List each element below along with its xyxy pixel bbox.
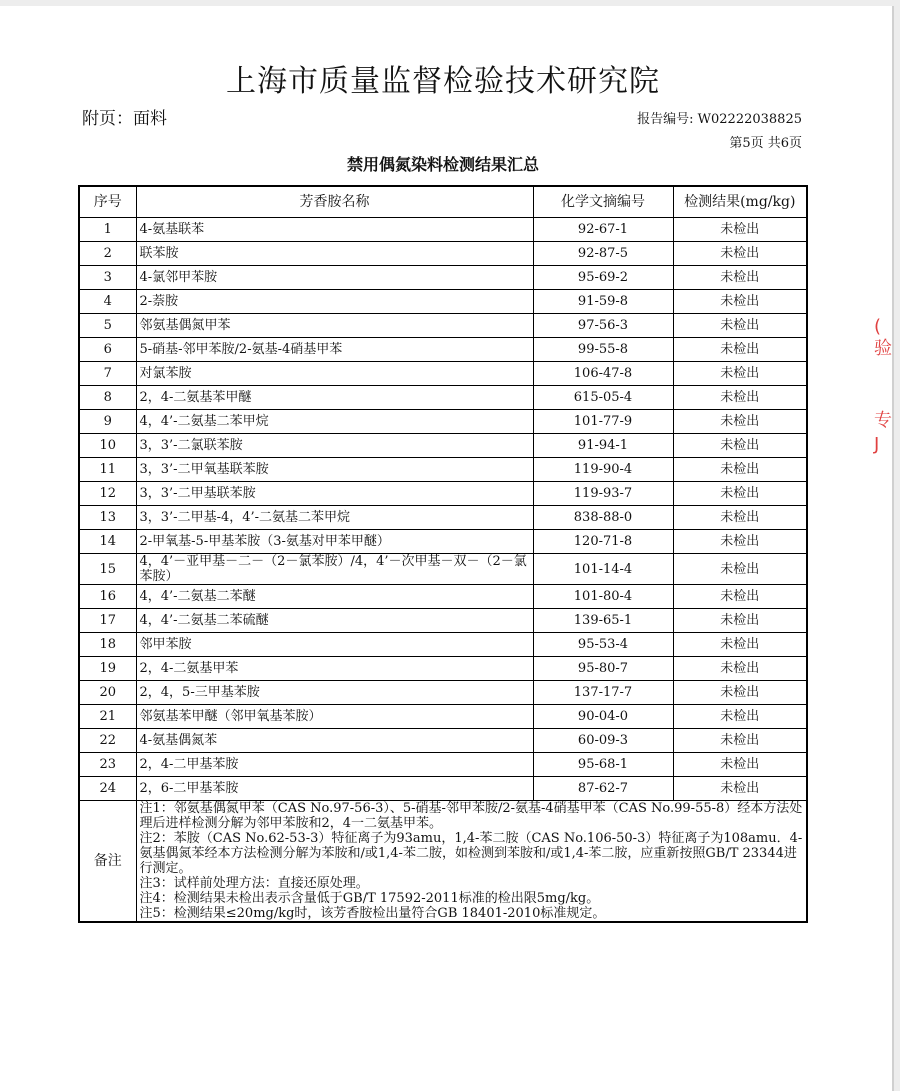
table-row <box>79 705 807 729</box>
row-index: 22 <box>79 729 136 753</box>
row-index: 1 <box>79 218 136 242</box>
amine-name: 联苯胺 <box>136 242 533 266</box>
cas-number: 95-80-7 <box>533 657 673 681</box>
test-result: 未检出 <box>673 729 807 753</box>
cas-number: 95-69-2 <box>533 266 673 290</box>
row-index: 20 <box>79 681 136 705</box>
row-index: 7 <box>79 362 136 386</box>
row-index: 6 <box>79 338 136 362</box>
cas-number: 139-65-1 <box>533 609 673 633</box>
cas-number: 119-93-7 <box>533 482 673 506</box>
cas-number: 101-77-9 <box>533 410 673 434</box>
seal-stamp-fragment: 专 <box>874 410 892 431</box>
institute-title: 上海市质量监督检验技术研究院 <box>226 64 660 99</box>
row-index: 11 <box>79 458 136 482</box>
note-3: 注3：试样前处理方法：直接还原处理。 <box>139 876 369 891</box>
row-index: 2 <box>79 242 136 266</box>
test-result: 未检出 <box>673 314 807 338</box>
test-result: 未检出 <box>673 506 807 530</box>
table-row <box>79 753 807 777</box>
cas-number: 91-94-1 <box>533 434 673 458</box>
test-result: 未检出 <box>673 338 807 362</box>
row-index: 10 <box>79 434 136 458</box>
row-index: 9 <box>79 410 136 434</box>
cas-number: 615-05-4 <box>533 386 673 410</box>
note-5: 注5：检测结果≤20mg/kg时，该芳香胺检出量符合GB 18401-2010标准规定。 <box>139 906 606 921</box>
amine-name: 2，4，5-三甲基苯胺 <box>136 681 533 705</box>
cas-number: 90-04-0 <box>533 705 673 729</box>
row-index: 8 <box>79 386 136 410</box>
table-row <box>79 338 807 362</box>
cas-number: 120-71-8 <box>533 530 673 554</box>
column-header-index: 序号 <box>79 186 136 218</box>
test-result: 未检出 <box>673 554 807 585</box>
amine-name: 4-氨基联苯 <box>136 218 533 242</box>
seal-stamp-fragment: 验 <box>874 338 892 359</box>
row-index: 4 <box>79 290 136 314</box>
test-result: 未检出 <box>673 585 807 609</box>
cas-number: 91-59-8 <box>533 290 673 314</box>
cas-number: 119-90-4 <box>533 458 673 482</box>
test-result: 未检出 <box>673 705 807 729</box>
table-row <box>79 218 807 242</box>
test-result: 未检出 <box>673 410 807 434</box>
page-indicator: 第5页 共6页 <box>729 136 802 151</box>
test-result: 未检出 <box>673 386 807 410</box>
test-result: 未检出 <box>673 218 807 242</box>
amine-name: 3，3’-二甲基-4，4’-二氨基二苯甲烷 <box>136 506 533 530</box>
cas-number: 92-67-1 <box>533 218 673 242</box>
cas-number: 97-56-3 <box>533 314 673 338</box>
row-index: 15 <box>79 554 136 585</box>
row-index: 19 <box>79 657 136 681</box>
results-table <box>78 185 808 923</box>
test-result: 未检出 <box>673 681 807 705</box>
test-result: 未检出 <box>673 530 807 554</box>
column-header-cas-number: 化学文摘编号 <box>533 186 673 218</box>
test-result: 未检出 <box>673 777 807 801</box>
appendix-label: 附页：面料 <box>82 109 167 129</box>
note-4: 注4：检测结果未检出表示含量低于GB/T 17592-2011标准的检出限5mg/kg。 <box>139 891 600 906</box>
row-index: 12 <box>79 482 136 506</box>
document-page <box>0 6 892 1091</box>
table-row <box>79 314 807 338</box>
cas-number: 95-53-4 <box>533 633 673 657</box>
cas-number: 92-87-5 <box>533 242 673 266</box>
test-result: 未检出 <box>673 434 807 458</box>
amine-name: 2，4-二甲基苯胺 <box>136 753 533 777</box>
amine-name: 邻甲苯胺 <box>136 633 533 657</box>
table-row <box>79 434 807 458</box>
amine-name: 4，4’-二氨基二苯甲烷 <box>136 410 533 434</box>
cas-number: 60-09-3 <box>533 729 673 753</box>
report-number: 报告编号: W02222038825 <box>637 112 802 127</box>
note-2: 注2：苯胺（CAS No.62-53-3）特征离子为93amu，1,4-苯二胺（CAS No.106-50-3）特征离子为108amu．4-氨基偶氮苯经本方法检测分解为苯胺和/或1,4-苯二胺，如检测到苯胺和/或1,4-苯二胺，应重新按照GB/T 23344进行测定。 <box>139 831 803 876</box>
row-index: 16 <box>79 585 136 609</box>
notes-body <box>136 801 807 923</box>
table-row <box>79 729 807 753</box>
table-row <box>79 554 807 585</box>
amine-name: 5-硝基-邻甲苯胺/2-氨基-4硝基甲苯 <box>136 338 533 362</box>
table-row <box>79 657 807 681</box>
amine-name: 2，6-二甲基苯胺 <box>136 777 533 801</box>
table-row <box>79 609 807 633</box>
amine-name: 2，4-二氨基苯甲醚 <box>136 386 533 410</box>
test-result: 未检出 <box>673 753 807 777</box>
notes-row <box>79 801 807 923</box>
row-index: 21 <box>79 705 136 729</box>
table-row <box>79 386 807 410</box>
cas-number: 106-47-8 <box>533 362 673 386</box>
table-row <box>79 633 807 657</box>
amine-name: 3，3’-二甲氧基联苯胺 <box>136 458 533 482</box>
amine-name: 4-氯邻甲苯胺 <box>136 266 533 290</box>
test-result: 未检出 <box>673 609 807 633</box>
test-result: 未检出 <box>673 242 807 266</box>
row-index: 3 <box>79 266 136 290</box>
table-row <box>79 242 807 266</box>
cas-number: 838-88-0 <box>533 506 673 530</box>
cas-number: 87-62-7 <box>533 777 673 801</box>
test-result: 未检出 <box>673 266 807 290</box>
column-header-result: 检测结果(mg/kg) <box>673 186 807 218</box>
test-result: 未检出 <box>673 458 807 482</box>
table-row <box>79 290 807 314</box>
seal-stamp-fragment: J <box>874 434 880 455</box>
amine-name: 2，4-二氨基甲苯 <box>136 657 533 681</box>
row-index: 14 <box>79 530 136 554</box>
amine-name: 4，4’-二氨基二苯硫醚 <box>136 609 533 633</box>
amine-name: 4，4’-二氨基二苯醚 <box>136 585 533 609</box>
amine-name: 邻氨基苯甲醚（邻甲氧基苯胺） <box>136 705 533 729</box>
table-row <box>79 266 807 290</box>
cas-number: 99-55-8 <box>533 338 673 362</box>
cas-number: 137-17-7 <box>533 681 673 705</box>
test-result: 未检出 <box>673 290 807 314</box>
test-result: 未检出 <box>673 633 807 657</box>
table-row <box>79 585 807 609</box>
note-1: 注1：邻氨基偶氮甲苯（CAS No.97-56-3）、5-硝基-邻甲苯胺/2-氨基-4硝基甲苯（CAS No.99-55-8）经本方法处理后进样检测分解为邻甲苯胺和2，4一二氨基甲苯。 <box>139 801 803 831</box>
test-result: 未检出 <box>673 657 807 681</box>
row-index: 17 <box>79 609 136 633</box>
amine-name: 2-萘胺 <box>136 290 533 314</box>
page-edge <box>892 6 894 1091</box>
amine-name: 2-甲氧基-5-甲基苯胺（3-氨基对甲苯甲醚） <box>136 530 533 554</box>
table-row <box>79 410 807 434</box>
table-row <box>79 530 807 554</box>
row-index: 5 <box>79 314 136 338</box>
seal-stamp-fragment: ( <box>874 316 882 337</box>
amine-name: 3，3’-二甲基联苯胺 <box>136 482 533 506</box>
table-row <box>79 482 807 506</box>
table-header-row <box>79 186 807 218</box>
test-result: 未检出 <box>673 482 807 506</box>
test-result: 未检出 <box>673 362 807 386</box>
table-row <box>79 506 807 530</box>
table-row <box>79 362 807 386</box>
table-title: 禁用偶氮染料检测结果汇总 <box>346 155 539 174</box>
cas-number: 101-80-4 <box>533 585 673 609</box>
amine-name: 3，3’-二氯联苯胺 <box>136 434 533 458</box>
table-row <box>79 458 807 482</box>
row-index: 23 <box>79 753 136 777</box>
table-row <box>79 681 807 705</box>
amine-name: 邻氨基偶氮甲苯 <box>136 314 533 338</box>
amine-name: 4-氨基偶氮苯 <box>136 729 533 753</box>
amine-name: 对氯苯胺 <box>136 362 533 386</box>
row-index: 18 <box>79 633 136 657</box>
cas-number: 95-68-1 <box>533 753 673 777</box>
notes-label: 备注 <box>79 801 136 923</box>
row-index: 24 <box>79 777 136 801</box>
column-header-amine-name: 芳香胺名称 <box>136 186 533 218</box>
amine-name: 4，4’－亚甲基－二－（2－氯苯胺）/4，4’－次甲基－双－（2－氯苯胺） <box>136 554 533 585</box>
cas-number: 101-14-4 <box>533 554 673 585</box>
table-row <box>79 777 807 801</box>
row-index: 13 <box>79 506 136 530</box>
